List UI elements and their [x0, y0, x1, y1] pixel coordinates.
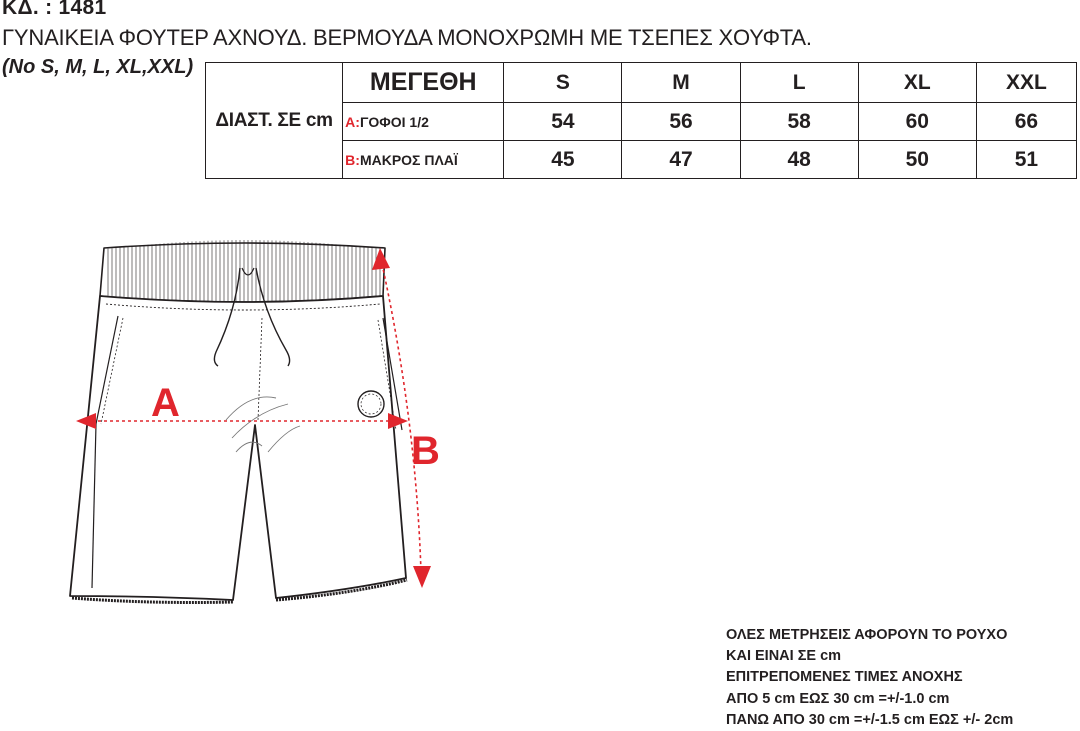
size-col-xxl: XXL — [976, 63, 1076, 103]
note-line-4: ΑΠΟ 5 cm ΕΩΣ 30 cm =+/-1.0 cm — [726, 690, 950, 707]
value-b-xxl: 51 — [976, 141, 1076, 179]
measurement-name-a: ΓΟΦΟΙ 1/2 — [359, 113, 429, 130]
size-col-l: L — [740, 63, 858, 103]
value-a-xl: 60 — [858, 103, 976, 141]
dimension-label: ΔΙΑΣΤ. ΣΕ cm — [215, 109, 333, 131]
label-a: A — [151, 381, 180, 425]
note-line-3: ΕΠΙΤΡΕΠΟΜΕΝΕΣ ΤΙΜΕΣ ΑΝΟΧΗΣ — [726, 669, 963, 686]
value-b-xl: 50 — [858, 141, 976, 179]
waistband — [100, 243, 385, 302]
size-col-m: M — [622, 63, 740, 103]
measurement-name-b: ΜΑΚΡΟΣ ΠΛΑΪ — [359, 151, 458, 168]
value-a-m: 56 — [622, 103, 740, 141]
measurement-notes — [726, 625, 1013, 731]
product-description: ΓΥΝΑΙΚΕΙΑ ΦΟΥΤΕΡ ΑΧΝΟΥΔ. ΒΕΡΜΟΥΔΑ ΜΟΝΟΧΡΩΜΗ ΜΕ ΤΣΕΠΕΣ ΧΟΥΦΤΑ. — [2, 25, 812, 50]
product-code: ΚΔ. : 1481 — [2, 0, 107, 19]
size-header: ΜΕΓΕΘΗ — [369, 68, 477, 96]
size-col-s: S — [504, 63, 622, 103]
label-b: B — [411, 429, 440, 473]
value-a-xxl: 66 — [976, 103, 1076, 141]
value-b-s: 45 — [504, 141, 622, 179]
note-line-2: ΚΑΙ ΕΙΝΑΙ ΣΕ cm — [726, 648, 842, 665]
size-col-xl: XL — [858, 63, 976, 103]
shorts-outline — [70, 296, 406, 600]
measurement-letter-b: B: — [345, 151, 360, 168]
value-a-l: 58 — [740, 103, 858, 141]
note-line-1: ΟΛΕΣ ΜΕΤΡΗΣΕΙΣ ΑΦΟΡΟΥΝ ΤΟ ΡΟΥΧΟ — [726, 627, 1008, 643]
value-a-s: 54 — [504, 103, 622, 141]
note-line-5: ΠΑΝΩ ΑΠΟ 30 cm =+/-1.5 cm ΕΩΣ +/- 2cm — [726, 711, 1014, 728]
value-b-m: 47 — [622, 141, 740, 179]
value-b-l: 48 — [740, 141, 858, 179]
available-sizes-note: (No S, M, L, XL,XXL) — [2, 56, 194, 78]
measurement-letter-a: A: — [345, 113, 360, 130]
